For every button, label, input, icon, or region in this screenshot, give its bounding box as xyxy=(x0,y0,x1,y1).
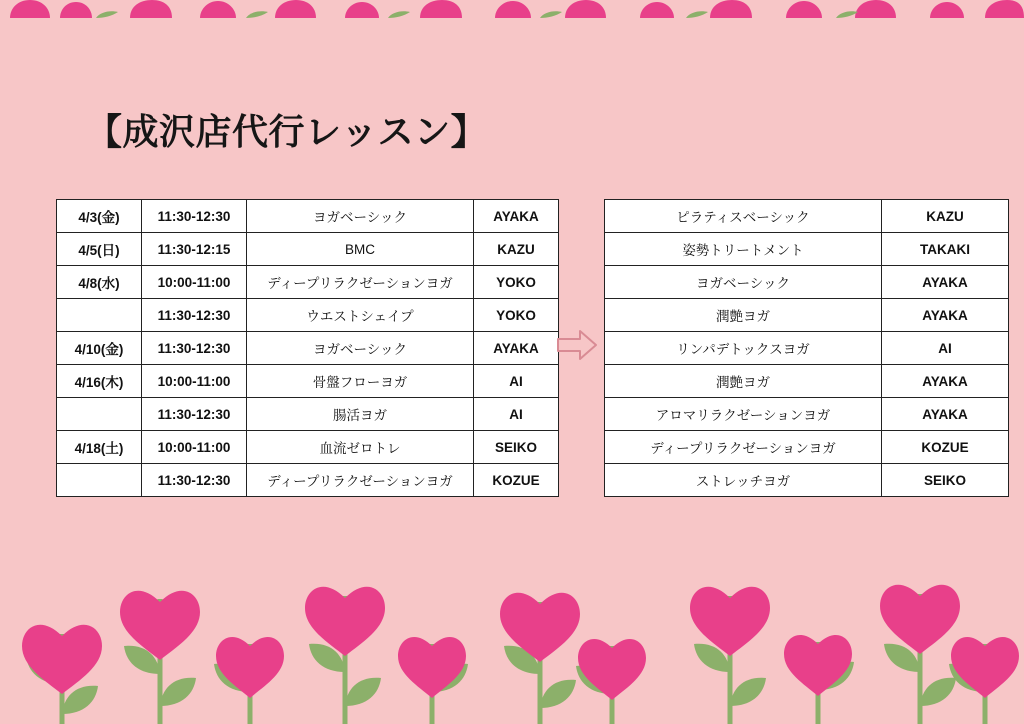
cell-time: 11:30-12:30 xyxy=(142,200,247,233)
cell-class: ディープリラクゼーションヨガ xyxy=(247,266,474,299)
table-row xyxy=(57,200,559,233)
cell-instructor: KOZUE xyxy=(474,464,559,497)
cell-time: 11:30-12:30 xyxy=(142,398,247,431)
cell-date: 4/18(土) xyxy=(57,431,142,464)
cell-instructor: AYAKA xyxy=(882,299,1009,332)
cell-class: 姿勢トリートメント xyxy=(605,233,882,266)
cell-time: 10:00-11:00 xyxy=(142,431,247,464)
table-row xyxy=(57,266,559,299)
table-row xyxy=(57,233,559,266)
cell-instructor: SEIKO xyxy=(882,464,1009,497)
right-arrow-icon xyxy=(556,328,598,362)
cell-instructor: YOKO xyxy=(474,299,559,332)
cell-class: 潤艶ヨガ xyxy=(605,299,882,332)
cell-time: 11:30-12:30 xyxy=(142,332,247,365)
table-row xyxy=(605,200,1009,233)
cell-class: ヨガベーシック xyxy=(605,266,882,299)
cell-instructor: AI xyxy=(882,332,1009,365)
table-row xyxy=(605,398,1009,431)
table-row xyxy=(57,398,559,431)
cell-class: 血流ゼロトレ xyxy=(247,431,474,464)
cell-class: 骨盤フローヨガ xyxy=(247,365,474,398)
cell-time: 11:30-12:15 xyxy=(142,233,247,266)
table-row xyxy=(57,332,559,365)
cell-time: 11:30-12:30 xyxy=(142,299,247,332)
right-schedule-table xyxy=(604,199,1009,497)
table-row xyxy=(57,431,559,464)
table-row xyxy=(57,464,559,497)
table-row xyxy=(57,365,559,398)
cell-class: ディープリラクゼーションヨガ xyxy=(605,431,882,464)
top-decoration-strip xyxy=(0,0,1024,18)
cell-instructor: KAZU xyxy=(882,200,1009,233)
bottom-flower-decoration xyxy=(0,524,1024,724)
table-row xyxy=(605,266,1009,299)
cell-class: ウエストシェイプ xyxy=(247,299,474,332)
cell-date: 4/3(金) xyxy=(57,200,142,233)
left-schedule-table xyxy=(56,199,559,497)
table-row xyxy=(605,299,1009,332)
cell-class: ヨガベーシック xyxy=(247,332,474,365)
cell-class: BMC xyxy=(247,233,474,266)
cell-class: アロマリラクゼーションヨガ xyxy=(605,398,882,431)
cell-date xyxy=(57,299,142,332)
table-row xyxy=(605,233,1009,266)
table-row xyxy=(605,365,1009,398)
cell-class: ピラティスベーシック xyxy=(605,200,882,233)
cell-class: 潤艶ヨガ xyxy=(605,365,882,398)
cell-instructor: AI xyxy=(474,365,559,398)
cell-time: 10:00-11:00 xyxy=(142,266,247,299)
cell-date: 4/8(水) xyxy=(57,266,142,299)
cell-date xyxy=(57,464,142,497)
cell-class: リンパデトックスヨガ xyxy=(605,332,882,365)
cell-date xyxy=(57,398,142,431)
table-row xyxy=(605,332,1009,365)
cell-instructor: AYAKA xyxy=(474,332,559,365)
cell-date: 4/10(金) xyxy=(57,332,142,365)
cell-instructor: SEIKO xyxy=(474,431,559,464)
cell-instructor: YOKO xyxy=(474,266,559,299)
cell-instructor: KAZU xyxy=(474,233,559,266)
table-row xyxy=(605,464,1009,497)
cell-instructor: AYAKA xyxy=(882,365,1009,398)
cell-instructor: AI xyxy=(474,398,559,431)
cell-instructor: KOZUE xyxy=(882,431,1009,464)
cell-instructor: AYAKA xyxy=(882,266,1009,299)
table-row xyxy=(57,299,559,332)
cell-instructor: TAKAKI xyxy=(882,233,1009,266)
cell-instructor: AYAKA xyxy=(882,398,1009,431)
cell-class: ストレッチヨガ xyxy=(605,464,882,497)
page-title: 【成沢店代行レッスン】 xyxy=(86,111,488,152)
cell-date: 4/16(木) xyxy=(57,365,142,398)
cell-class: ディープリラクゼーションヨガ xyxy=(247,464,474,497)
cell-class: ヨガベーシック xyxy=(247,200,474,233)
cell-date: 4/5(日) xyxy=(57,233,142,266)
table-row xyxy=(605,431,1009,464)
cell-class: 腸活ヨガ xyxy=(247,398,474,431)
cell-time: 10:00-11:00 xyxy=(142,365,247,398)
cell-time: 11:30-12:30 xyxy=(142,464,247,497)
cell-instructor: AYAKA xyxy=(474,200,559,233)
